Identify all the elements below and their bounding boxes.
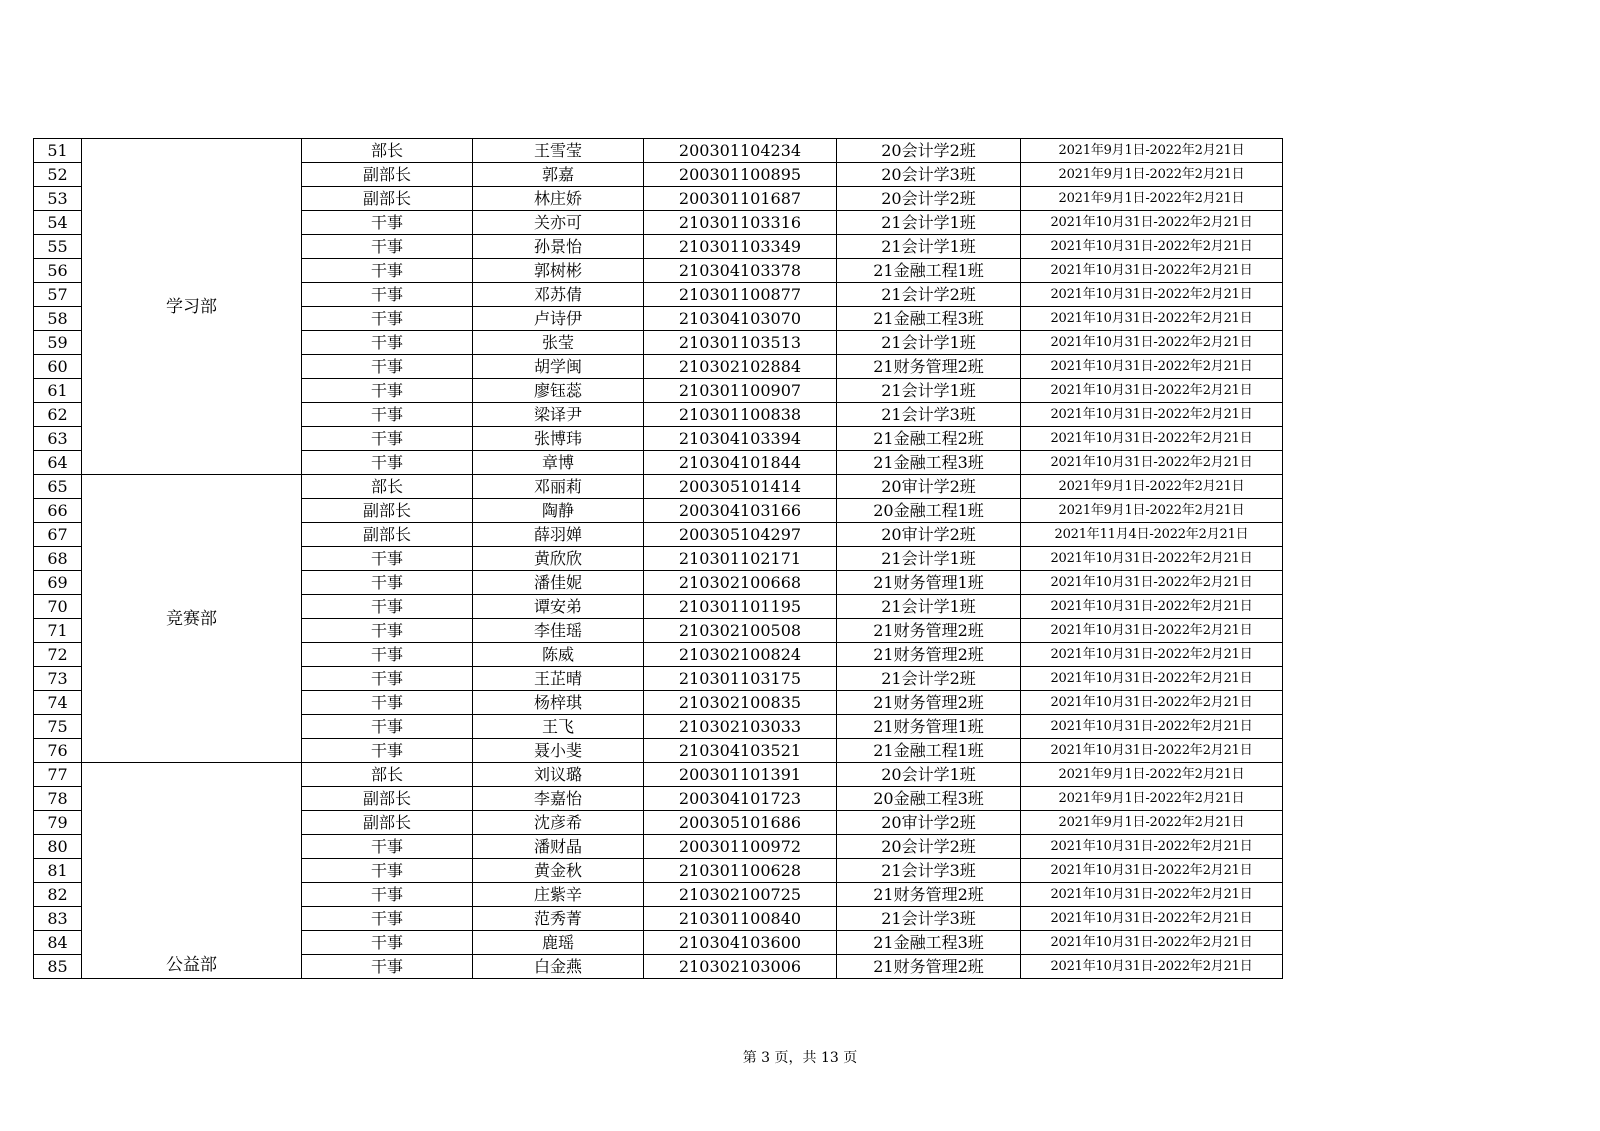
name-cell: 卢诗伊 (473, 307, 644, 331)
row-number-cell: 69 (34, 571, 82, 595)
term-period-cell: 2021年10月31日-2022年2月21日 (1021, 883, 1283, 907)
term-period-cell: 2021年10月31日-2022年2月21日 (1021, 451, 1283, 475)
row-number-cell: 77 (34, 763, 82, 787)
class-cell: 20金融工程1班 (837, 499, 1021, 523)
term-period-cell: 2021年9月1日-2022年2月21日 (1021, 499, 1283, 523)
class-cell: 21会计学1班 (837, 211, 1021, 235)
row-number-cell: 75 (34, 715, 82, 739)
student-id-cell: 200304101723 (644, 787, 837, 811)
term-period-cell: 2021年9月1日-2022年2月21日 (1021, 139, 1283, 163)
role-cell: 副部长 (302, 523, 473, 547)
table-row (34, 139, 1283, 163)
row-number-cell: 64 (34, 451, 82, 475)
name-cell: 廖钰蕊 (473, 379, 644, 403)
row-number-cell: 54 (34, 211, 82, 235)
role-cell: 干事 (302, 547, 473, 571)
class-cell: 21财务管理2班 (837, 619, 1021, 643)
term-period-cell: 2021年10月31日-2022年2月21日 (1021, 907, 1283, 931)
row-number-cell: 80 (34, 835, 82, 859)
term-period-cell: 2021年10月31日-2022年2月21日 (1021, 307, 1283, 331)
student-id-cell: 210304101844 (644, 451, 837, 475)
name-cell: 关亦可 (473, 211, 644, 235)
term-period-cell: 2021年10月31日-2022年2月21日 (1021, 595, 1283, 619)
class-cell: 21金融工程2班 (837, 427, 1021, 451)
role-cell: 干事 (302, 691, 473, 715)
class-cell: 20审计学2班 (837, 475, 1021, 499)
role-cell: 副部长 (302, 499, 473, 523)
class-cell: 21会计学3班 (837, 907, 1021, 931)
department-cell: 竞赛部 (82, 475, 302, 763)
role-cell: 干事 (302, 283, 473, 307)
name-cell: 沈彦希 (473, 811, 644, 835)
name-cell: 孙景怡 (473, 235, 644, 259)
name-cell: 王雪莹 (473, 139, 644, 163)
row-number-cell: 57 (34, 283, 82, 307)
name-cell: 陈威 (473, 643, 644, 667)
student-id-cell: 210302103006 (644, 955, 837, 979)
class-cell: 20金融工程3班 (837, 787, 1021, 811)
role-cell: 部长 (302, 475, 473, 499)
term-period-cell: 2021年10月31日-2022年2月21日 (1021, 643, 1283, 667)
term-period-cell: 2021年10月31日-2022年2月21日 (1021, 283, 1283, 307)
row-number-cell: 51 (34, 139, 82, 163)
name-cell: 刘议璐 (473, 763, 644, 787)
student-id-cell: 210304103394 (644, 427, 837, 451)
student-id-cell: 210304103070 (644, 307, 837, 331)
student-id-cell: 210302100508 (644, 619, 837, 643)
name-cell: 王芷晴 (473, 667, 644, 691)
name-cell: 林庄娇 (473, 187, 644, 211)
student-id-cell: 200301101687 (644, 187, 837, 211)
term-period-cell: 2021年10月31日-2022年2月21日 (1021, 403, 1283, 427)
role-cell: 干事 (302, 331, 473, 355)
row-number-cell: 68 (34, 547, 82, 571)
student-id-cell: 210301103513 (644, 331, 837, 355)
role-cell: 干事 (302, 235, 473, 259)
row-number-cell: 84 (34, 931, 82, 955)
term-period-cell: 2021年10月31日-2022年2月21日 (1021, 571, 1283, 595)
name-cell: 鹿瑶 (473, 931, 644, 955)
class-cell: 21金融工程3班 (837, 931, 1021, 955)
class-cell: 21财务管理2班 (837, 691, 1021, 715)
row-number-cell: 70 (34, 595, 82, 619)
term-period-cell: 2021年9月1日-2022年2月21日 (1021, 787, 1283, 811)
row-number-cell: 55 (34, 235, 82, 259)
term-period-cell: 2021年10月31日-2022年2月21日 (1021, 619, 1283, 643)
row-number-cell: 72 (34, 643, 82, 667)
role-cell: 副部长 (302, 811, 473, 835)
class-cell: 21会计学3班 (837, 403, 1021, 427)
class-cell: 20审计学2班 (837, 523, 1021, 547)
class-cell: 21财务管理2班 (837, 355, 1021, 379)
name-cell: 梁译尹 (473, 403, 644, 427)
student-id-cell: 200305101686 (644, 811, 837, 835)
row-number-cell: 66 (34, 499, 82, 523)
name-cell: 李嘉怡 (473, 787, 644, 811)
row-number-cell: 81 (34, 859, 82, 883)
name-cell: 黄欣欣 (473, 547, 644, 571)
role-cell: 干事 (302, 259, 473, 283)
term-period-cell: 2021年10月31日-2022年2月21日 (1021, 667, 1283, 691)
student-id-cell: 210302102884 (644, 355, 837, 379)
student-id-cell: 210301100628 (644, 859, 837, 883)
class-cell: 21会计学3班 (837, 859, 1021, 883)
role-cell: 干事 (302, 715, 473, 739)
role-cell: 干事 (302, 859, 473, 883)
term-period-cell: 2021年10月31日-2022年2月21日 (1021, 211, 1283, 235)
class-cell: 21会计学1班 (837, 379, 1021, 403)
role-cell: 部长 (302, 763, 473, 787)
row-number-cell: 73 (34, 667, 82, 691)
name-cell: 郭嘉 (473, 163, 644, 187)
class-cell: 21财务管理2班 (837, 955, 1021, 979)
name-cell: 薛羽婵 (473, 523, 644, 547)
row-number-cell: 82 (34, 883, 82, 907)
row-number-cell: 62 (34, 403, 82, 427)
name-cell: 庄紫辛 (473, 883, 644, 907)
name-cell: 邓苏倩 (473, 283, 644, 307)
student-id-cell: 210304103600 (644, 931, 837, 955)
role-cell: 干事 (302, 739, 473, 763)
role-cell: 干事 (302, 643, 473, 667)
role-cell: 干事 (302, 403, 473, 427)
class-cell: 21财务管理1班 (837, 571, 1021, 595)
class-cell: 21会计学1班 (837, 235, 1021, 259)
row-number-cell: 60 (34, 355, 82, 379)
student-id-cell: 210302100725 (644, 883, 837, 907)
student-id-cell: 210301103316 (644, 211, 837, 235)
term-period-cell: 2021年10月31日-2022年2月21日 (1021, 955, 1283, 979)
term-period-cell: 2021年10月31日-2022年2月21日 (1021, 691, 1283, 715)
class-cell: 20审计学2班 (837, 811, 1021, 835)
term-period-cell: 2021年10月31日-2022年2月21日 (1021, 739, 1283, 763)
class-cell: 21财务管理1班 (837, 715, 1021, 739)
student-id-cell: 200301100972 (644, 835, 837, 859)
student-id-cell: 210302100668 (644, 571, 837, 595)
row-number-cell: 52 (34, 163, 82, 187)
role-cell: 干事 (302, 955, 473, 979)
student-id-cell: 210302100824 (644, 643, 837, 667)
row-number-cell: 76 (34, 739, 82, 763)
name-cell: 胡学闽 (473, 355, 644, 379)
term-period-cell: 2021年10月31日-2022年2月21日 (1021, 379, 1283, 403)
name-cell: 张博玮 (473, 427, 644, 451)
student-id-cell: 210302103033 (644, 715, 837, 739)
student-id-cell: 210302100835 (644, 691, 837, 715)
student-id-cell: 210304103378 (644, 259, 837, 283)
page-footer: 第 3 页，共 13 页 (742, 1050, 858, 1066)
row-number-cell: 63 (34, 427, 82, 451)
role-cell: 干事 (302, 835, 473, 859)
class-cell: 21财务管理2班 (837, 643, 1021, 667)
row-number-cell: 74 (34, 691, 82, 715)
name-cell: 谭安弟 (473, 595, 644, 619)
class-cell: 20会计学2班 (837, 187, 1021, 211)
term-period-cell: 2021年10月31日-2022年2月21日 (1021, 835, 1283, 859)
class-cell: 21金融工程3班 (837, 307, 1021, 331)
class-cell: 21会计学2班 (837, 283, 1021, 307)
class-cell: 20会计学3班 (837, 163, 1021, 187)
role-cell: 副部长 (302, 163, 473, 187)
term-period-cell: 2021年10月31日-2022年2月21日 (1021, 931, 1283, 955)
name-cell: 潘佳妮 (473, 571, 644, 595)
term-period-cell: 2021年10月31日-2022年2月21日 (1021, 331, 1283, 355)
role-cell: 干事 (302, 667, 473, 691)
student-id-cell: 210301101195 (644, 595, 837, 619)
row-number-cell: 85 (34, 955, 82, 979)
term-period-cell: 2021年9月1日-2022年2月21日 (1021, 763, 1283, 787)
class-cell: 21金融工程3班 (837, 451, 1021, 475)
department-cell: 学习部 (82, 139, 302, 475)
class-cell: 21会计学1班 (837, 547, 1021, 571)
name-cell: 范秀菁 (473, 907, 644, 931)
term-period-cell: 2021年11月4日-2022年2月21日 (1021, 523, 1283, 547)
table-row (34, 475, 1283, 499)
roster-body (34, 139, 1283, 979)
row-number-cell: 78 (34, 787, 82, 811)
name-cell: 邓丽莉 (473, 475, 644, 499)
class-cell: 20会计学2班 (837, 139, 1021, 163)
name-cell: 章博 (473, 451, 644, 475)
term-period-cell: 2021年10月31日-2022年2月21日 (1021, 355, 1283, 379)
student-id-cell: 210301103349 (644, 235, 837, 259)
term-period-cell: 2021年9月1日-2022年2月21日 (1021, 475, 1283, 499)
row-number-cell: 71 (34, 619, 82, 643)
class-cell: 21金融工程1班 (837, 739, 1021, 763)
role-cell: 干事 (302, 571, 473, 595)
row-number-cell: 58 (34, 307, 82, 331)
name-cell: 郭树彬 (473, 259, 644, 283)
student-id-cell: 200301101391 (644, 763, 837, 787)
row-number-cell: 67 (34, 523, 82, 547)
term-period-cell: 2021年9月1日-2022年2月21日 (1021, 811, 1283, 835)
name-cell: 潘财晶 (473, 835, 644, 859)
student-id-cell: 210301100838 (644, 403, 837, 427)
class-cell: 21会计学1班 (837, 595, 1021, 619)
student-id-cell: 210301102171 (644, 547, 837, 571)
name-cell: 白金燕 (473, 955, 644, 979)
role-cell: 干事 (302, 211, 473, 235)
role-cell: 干事 (302, 379, 473, 403)
term-period-cell: 2021年10月31日-2022年2月21日 (1021, 859, 1283, 883)
class-cell: 21财务管理2班 (837, 883, 1021, 907)
class-cell: 21金融工程1班 (837, 259, 1021, 283)
term-period-cell: 2021年10月31日-2022年2月21日 (1021, 427, 1283, 451)
term-period-cell: 2021年10月31日-2022年2月21日 (1021, 235, 1283, 259)
row-number-cell: 59 (34, 331, 82, 355)
row-number-cell: 53 (34, 187, 82, 211)
role-cell: 干事 (302, 307, 473, 331)
name-cell: 黄金秋 (473, 859, 644, 883)
class-cell: 20会计学2班 (837, 835, 1021, 859)
class-cell: 21会计学1班 (837, 331, 1021, 355)
name-cell: 陶静 (473, 499, 644, 523)
row-number-cell: 83 (34, 907, 82, 931)
student-id-cell: 210301100907 (644, 379, 837, 403)
role-cell: 干事 (302, 427, 473, 451)
row-number-cell: 56 (34, 259, 82, 283)
student-id-cell: 200301100895 (644, 163, 837, 187)
student-id-cell: 200301104234 (644, 139, 837, 163)
term-period-cell: 2021年10月31日-2022年2月21日 (1021, 547, 1283, 571)
student-id-cell: 210301103175 (644, 667, 837, 691)
department-cell: 公益部 (82, 763, 302, 979)
name-cell: 杨梓琪 (473, 691, 644, 715)
name-cell: 王飞 (473, 715, 644, 739)
term-period-cell: 2021年9月1日-2022年2月21日 (1021, 163, 1283, 187)
student-id-cell: 200304103166 (644, 499, 837, 523)
role-cell: 干事 (302, 451, 473, 475)
role-cell: 干事 (302, 619, 473, 643)
role-cell: 副部长 (302, 187, 473, 211)
role-cell: 干事 (302, 883, 473, 907)
row-number-cell: 61 (34, 379, 82, 403)
name-cell: 张莹 (473, 331, 644, 355)
role-cell: 干事 (302, 931, 473, 955)
role-cell: 干事 (302, 907, 473, 931)
student-id-cell: 210304103521 (644, 739, 837, 763)
roster-table (33, 138, 1283, 979)
student-id-cell: 200305104297 (644, 523, 837, 547)
row-number-cell: 79 (34, 811, 82, 835)
name-cell: 聂小斐 (473, 739, 644, 763)
student-id-cell: 210301100840 (644, 907, 837, 931)
student-id-cell: 200305101414 (644, 475, 837, 499)
class-cell: 20会计学1班 (837, 763, 1021, 787)
term-period-cell: 2021年10月31日-2022年2月21日 (1021, 715, 1283, 739)
term-period-cell: 2021年10月31日-2022年2月21日 (1021, 259, 1283, 283)
name-cell: 李佳瑶 (473, 619, 644, 643)
term-period-cell: 2021年9月1日-2022年2月21日 (1021, 187, 1283, 211)
role-cell: 部长 (302, 139, 473, 163)
role-cell: 干事 (302, 355, 473, 379)
table-row (34, 763, 1283, 787)
student-id-cell: 210301100877 (644, 283, 837, 307)
role-cell: 干事 (302, 595, 473, 619)
class-cell: 21会计学2班 (837, 667, 1021, 691)
role-cell: 副部长 (302, 787, 473, 811)
row-number-cell: 65 (34, 475, 82, 499)
